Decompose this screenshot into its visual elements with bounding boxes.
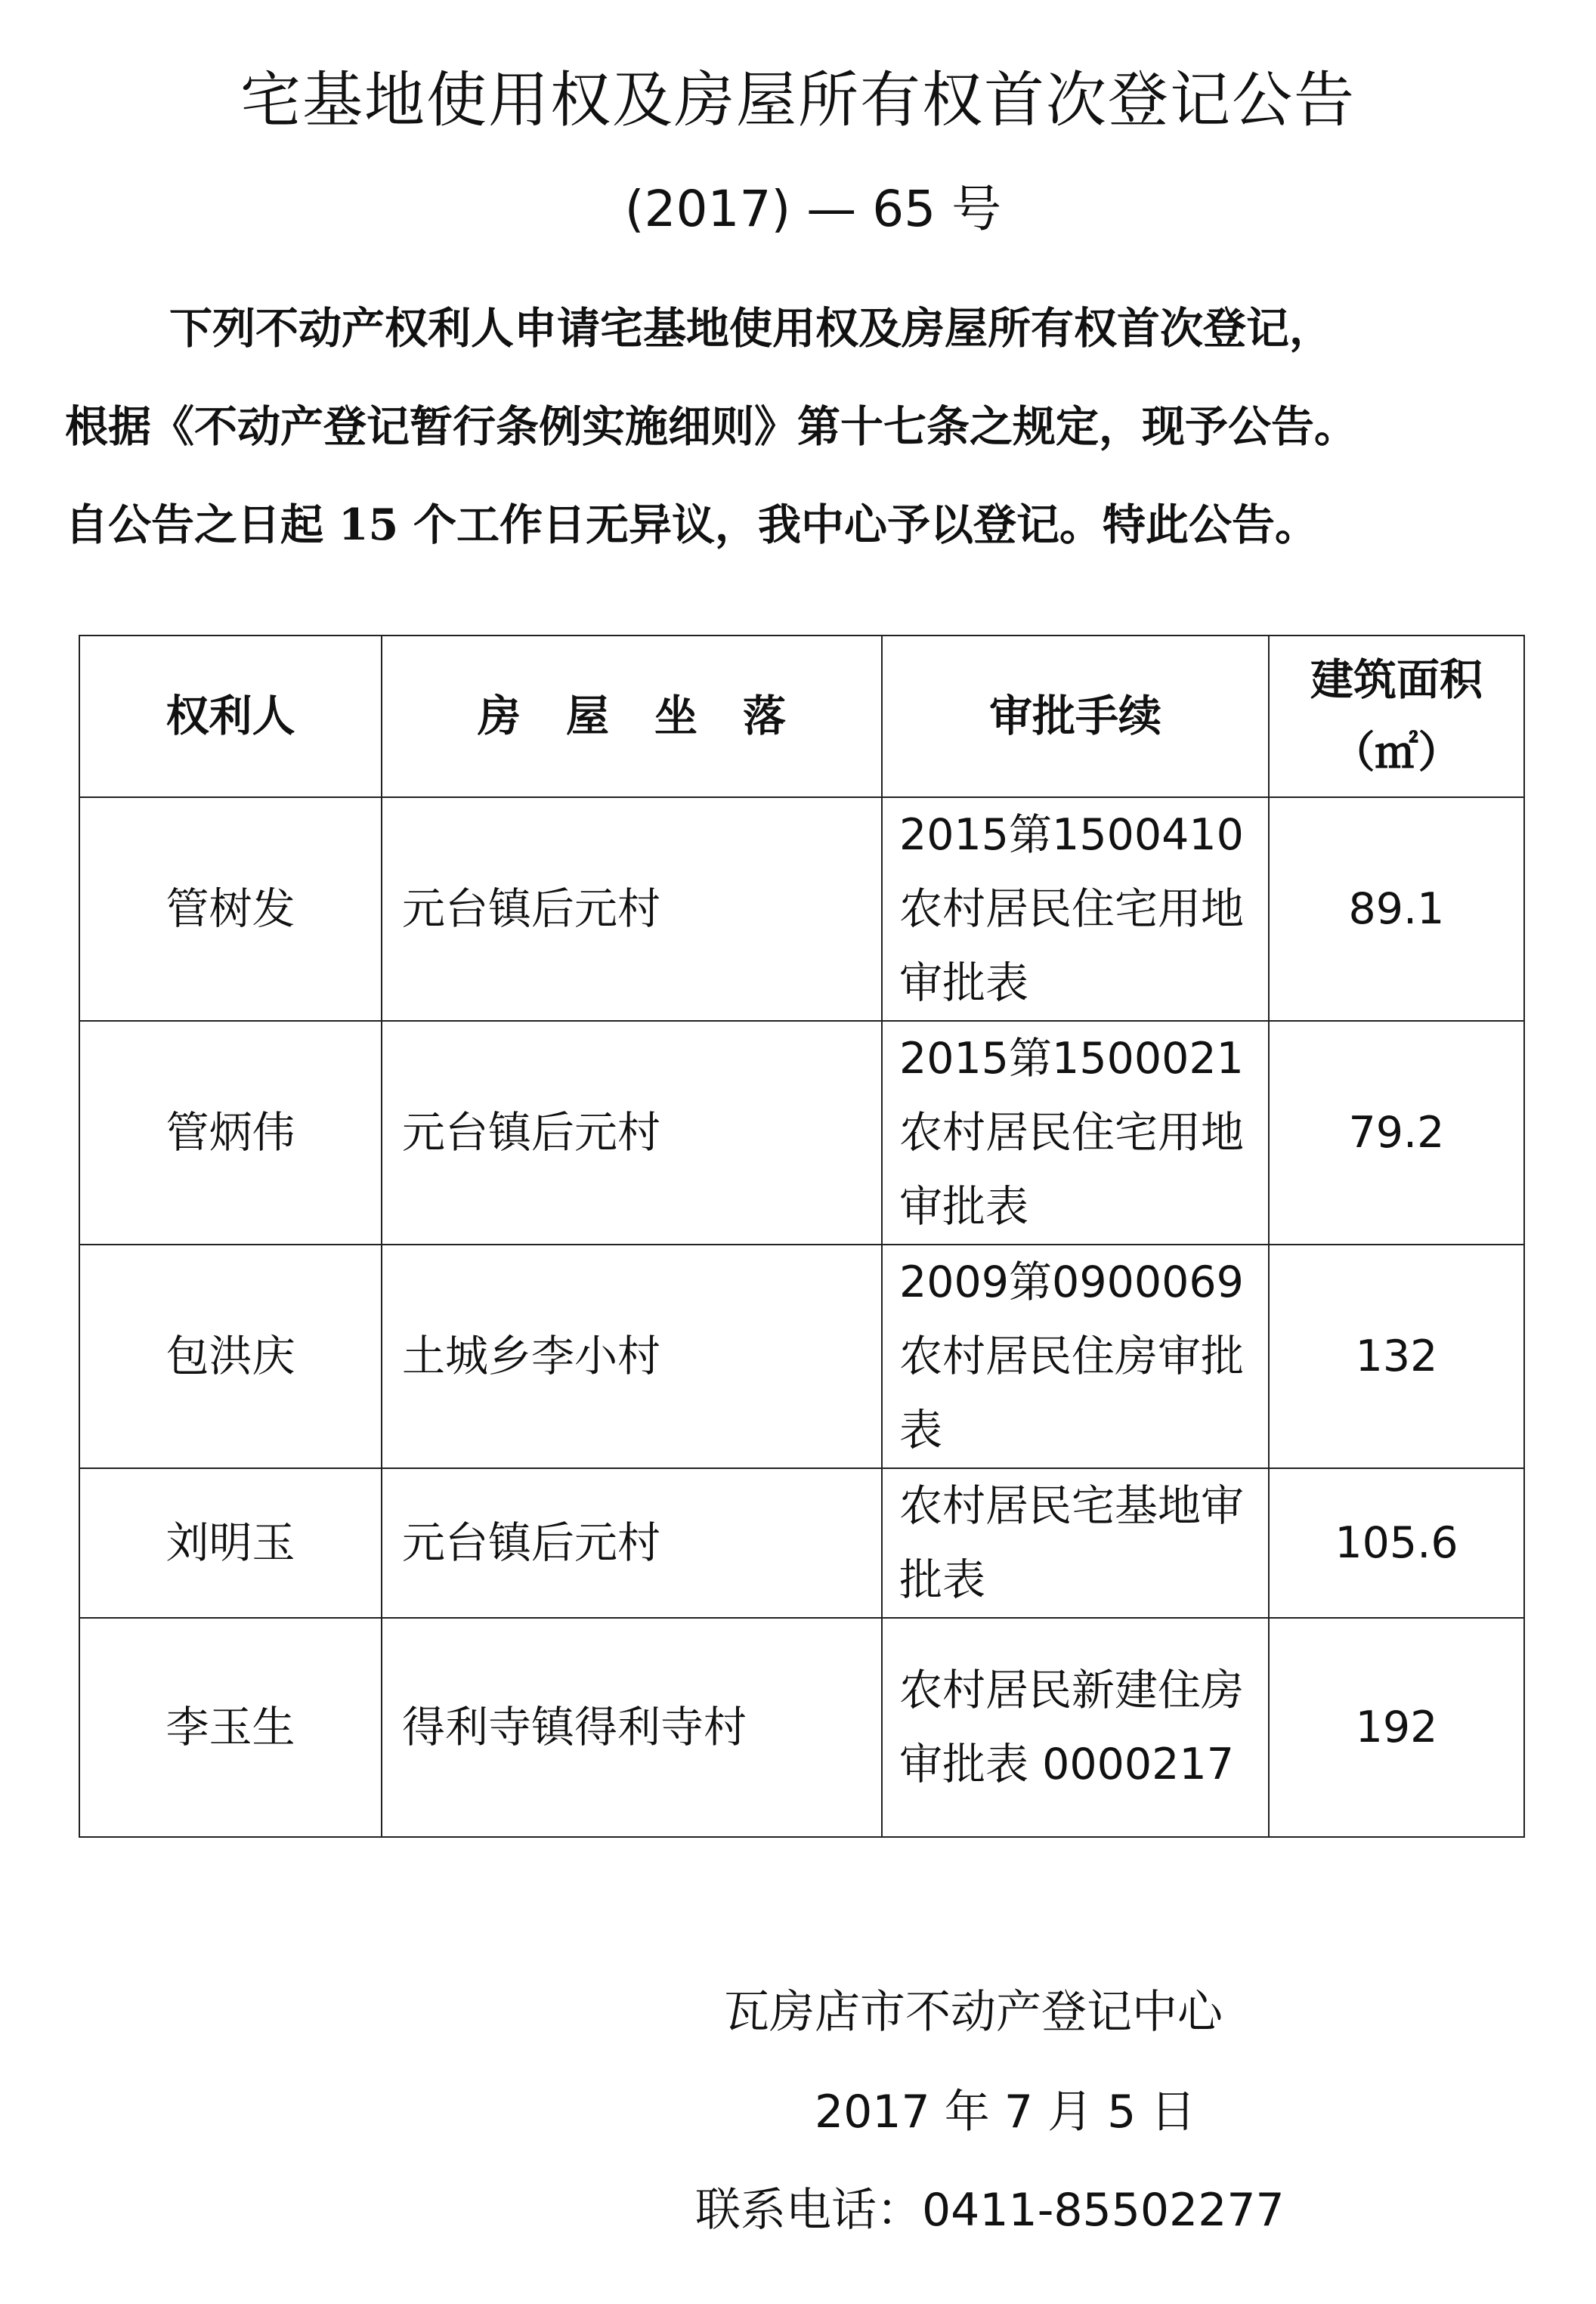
cell-approval: 2015第1500410农村居民住宅用地审批表 <box>882 797 1269 1021</box>
cell-name: 刘明玉 <box>79 1468 382 1618</box>
notice-intro <box>65 280 1546 574</box>
cell-approval: 2009第0900069农村居民住房审批表 <box>882 1245 1269 1468</box>
table-row <box>79 797 1524 1021</box>
intro-line-1: 下列不动产权利人申请宅基地使用权及房屋所有权首次登记， <box>169 303 1332 354</box>
header-area <box>1269 636 1524 797</box>
cell-area: 79.2 <box>1269 1021 1524 1245</box>
cell-approval: 农村居民宅基地审批表 <box>882 1468 1269 1618</box>
table-row <box>79 1618 1524 1837</box>
cell-name: 管树发 <box>79 797 382 1021</box>
cell-location: 得利寺镇得利寺村 <box>382 1618 882 1837</box>
registration-table <box>79 635 1525 1838</box>
intro-line-3: 自公告之日起 15 个工作日无异议，我中心予以登记。特此公告。 <box>65 499 1319 550</box>
issue-date: 2017 年 7 月 5 日 <box>815 2086 1196 2139</box>
table-header-row <box>79 636 1524 797</box>
notice-title: 宅基地使用权及房屋所有权首次登记公告 <box>240 65 1356 135</box>
cell-location: 元台镇后元村 <box>382 797 882 1021</box>
issuing-organization: 瓦房店市不动产登记中心 <box>724 1986 1223 2039</box>
cell-area: 105.6 <box>1269 1468 1524 1618</box>
header-area-unit: （㎡） <box>1332 727 1461 778</box>
cell-location: 元台镇后元村 <box>382 1468 882 1618</box>
cell-area: 132 <box>1269 1245 1524 1468</box>
intro-line-2: 根据《不动产登记暂行条例实施细则》第十七条之规定，现予公告。 <box>65 401 1357 452</box>
cell-name: 李玉生 <box>79 1618 382 1837</box>
cell-area: 192 <box>1269 1618 1524 1837</box>
header-area-label: 建筑面积 <box>1310 654 1483 705</box>
cell-location: 土城乡李小村 <box>382 1245 882 1468</box>
cell-approval: 2015第1500021农村居民住宅用地审批表 <box>882 1021 1269 1245</box>
table-row <box>79 1468 1524 1618</box>
table-row <box>79 1021 1524 1245</box>
notice-number: (2017) — 65 号 <box>624 180 1002 238</box>
table-row <box>79 1245 1524 1468</box>
header-rights-holder: 权利人 <box>79 636 382 797</box>
header-location: 房屋坐落 <box>382 636 882 797</box>
cell-name: 管炳伟 <box>79 1021 382 1245</box>
cell-approval: 农村居民新建住房审批表 0000217 <box>882 1618 1269 1837</box>
cell-area: 89.1 <box>1269 797 1524 1021</box>
cell-name: 包洪庆 <box>79 1245 382 1468</box>
cell-location: 元台镇后元村 <box>382 1021 882 1245</box>
header-approval: 审批手续 <box>882 636 1269 797</box>
contact-phone: 联系电话：0411-85502277 <box>695 2184 1285 2237</box>
